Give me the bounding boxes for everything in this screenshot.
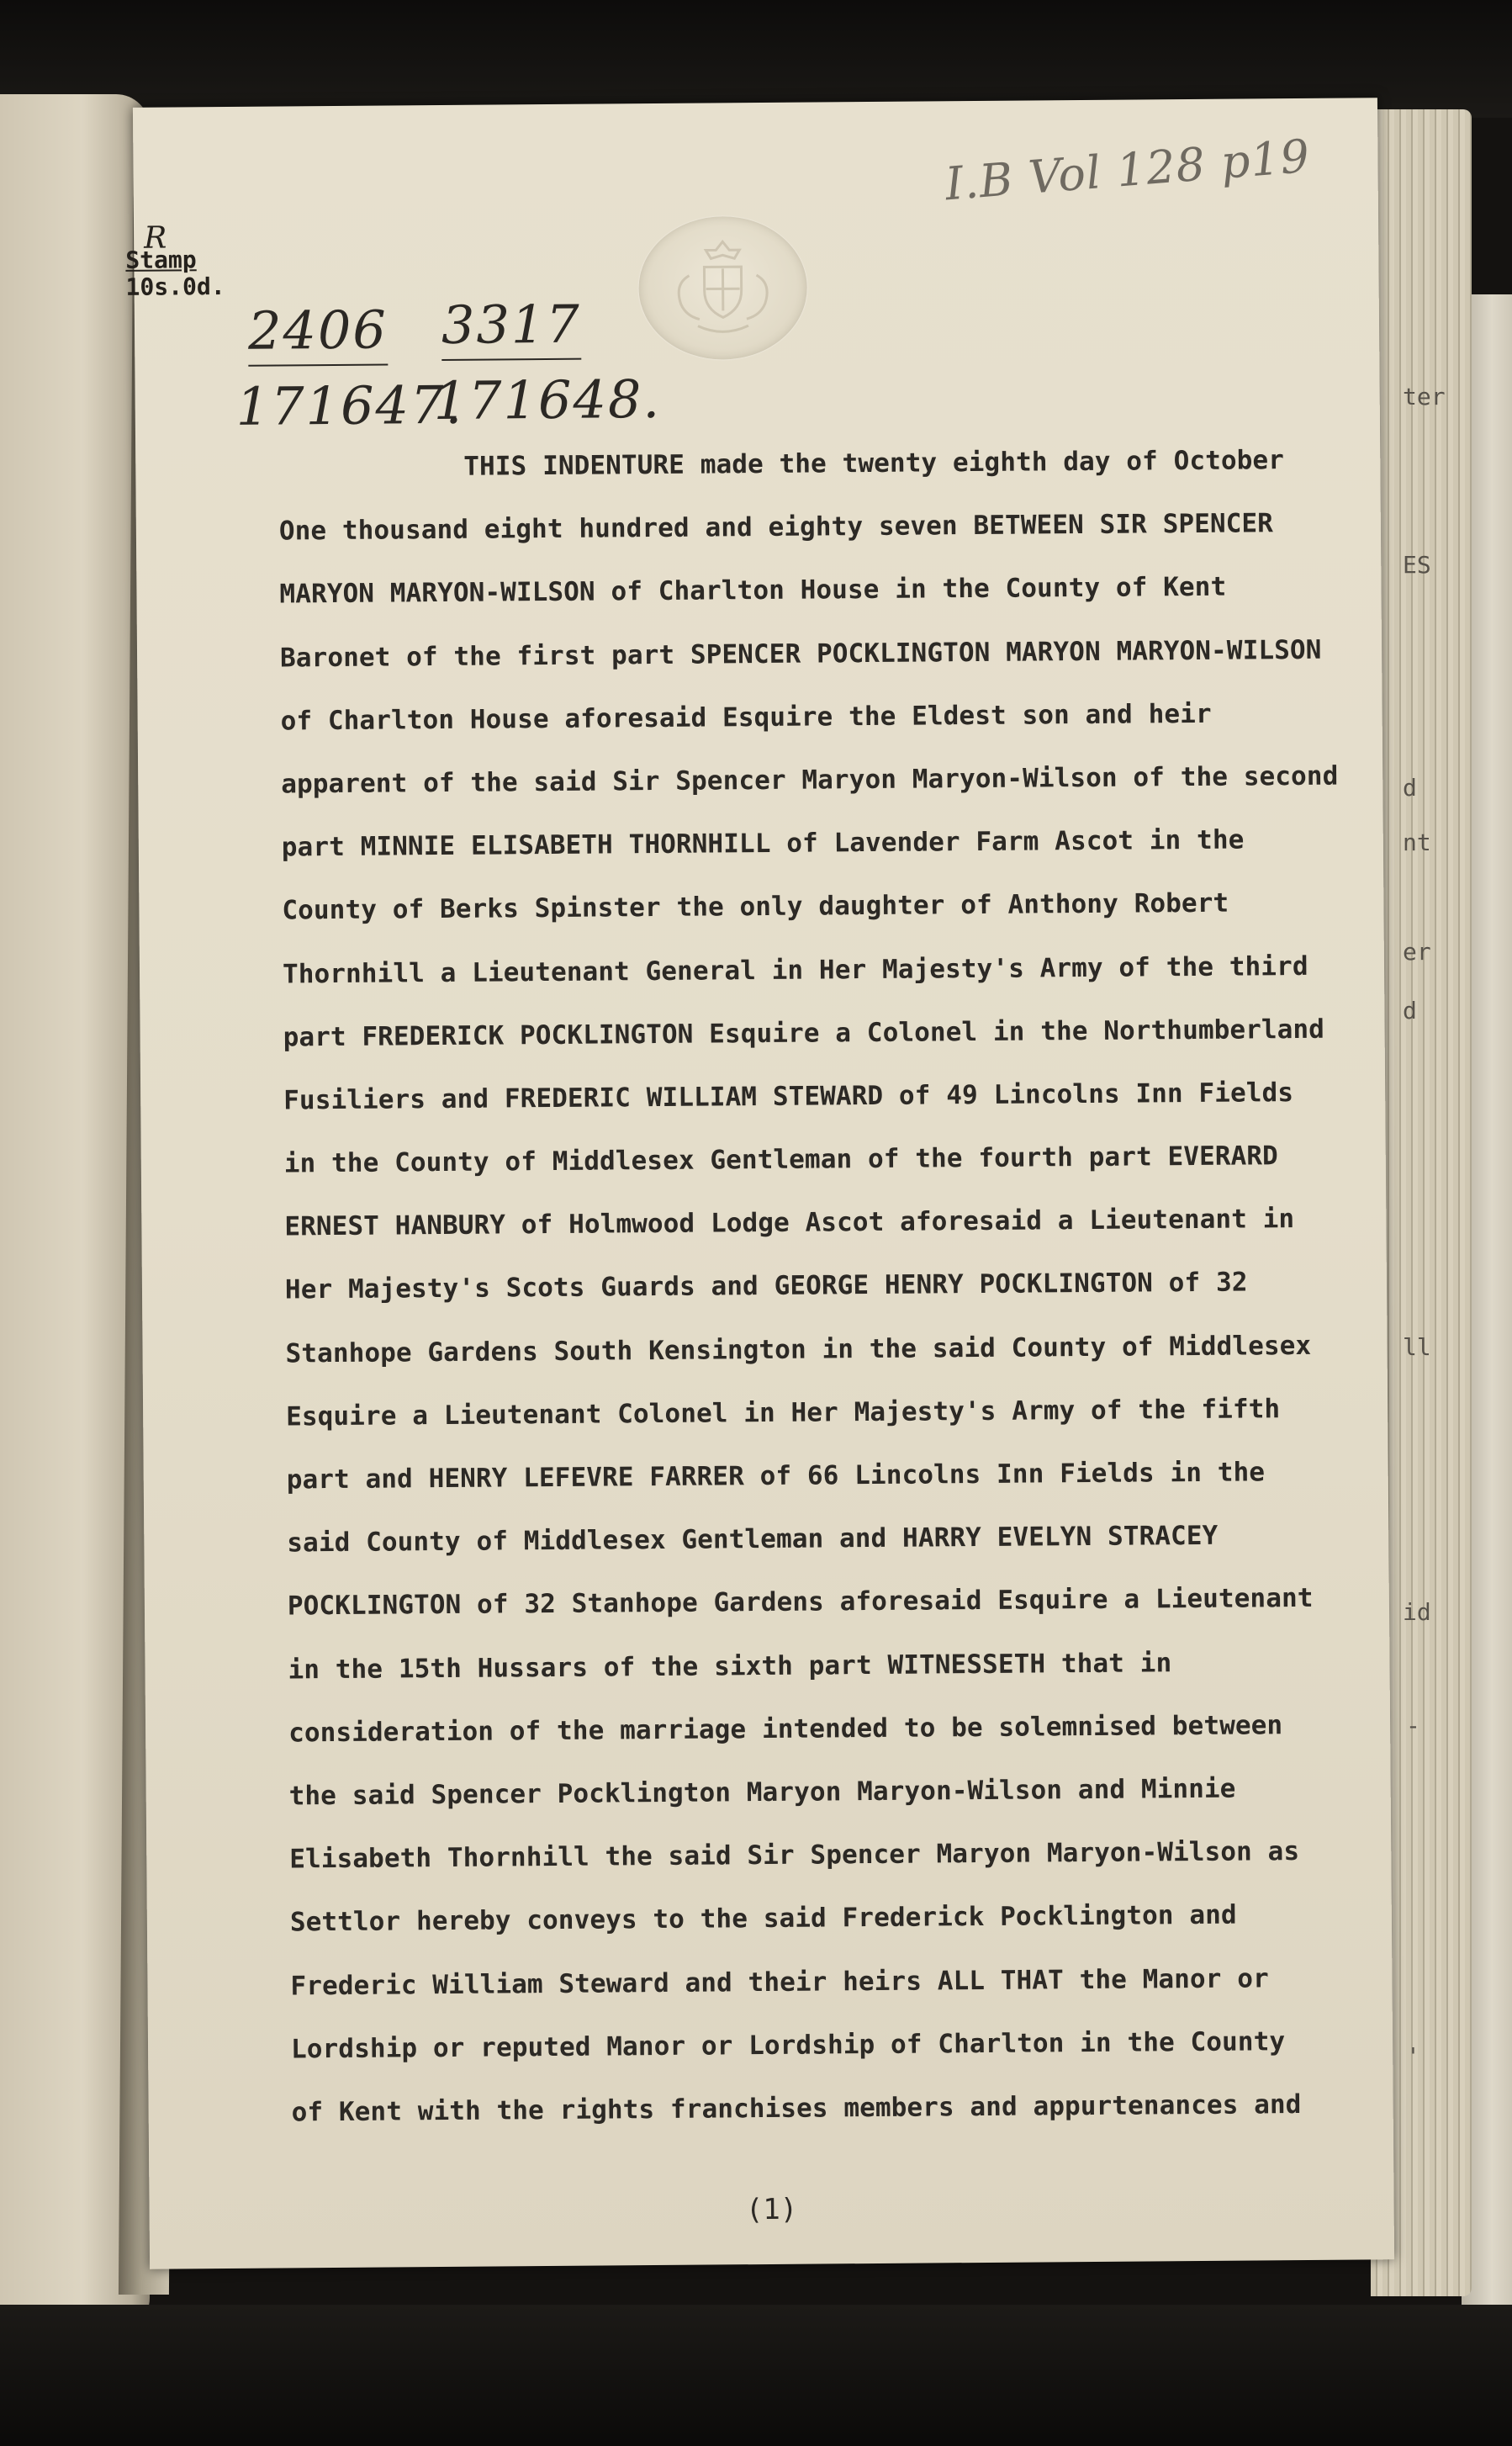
margin-fragment: ter <box>1403 383 1446 410</box>
text-line: of Kent with the rights franchises members and appurtenances and <box>291 2089 1302 2128</box>
text-line: County of Berks Spinster the only daughter of Anthony Robert <box>282 887 1229 926</box>
text-line: consideration of the marriage intended to be solemnised between <box>288 1709 1283 1749</box>
margin-fragment: id <box>1403 1598 1431 1626</box>
text-line: apparent of the said Sir Spencer Maryon Maryon-Wilson of the second <box>281 760 1339 800</box>
text-line: POCKLINGTON of 32 Stanhope Gardens aforesaid Esquire a Lieutenant <box>287 1583 1314 1622</box>
margin-fragment: ll <box>1403 1333 1431 1361</box>
margin-fragment: er <box>1403 938 1431 966</box>
dark-background-bottom <box>0 2305 1512 2446</box>
margin-fragment: nt <box>1403 829 1431 856</box>
text-line: MARYON MARYON-WILSON of Charlton House in the County of Kent <box>279 572 1227 610</box>
text-line: THIS INDENTURE made the twenty eighth day of October <box>463 445 1285 482</box>
text-line: ERNEST HANBURY of Holmwood Lodge Ascot aforesaid a Lieutenant in <box>284 1204 1295 1242</box>
text-line: Esquire a Lieutenant Colonel in Her Majesty's Army of the fifth <box>286 1393 1281 1432</box>
text-line: part MINNIE ELISABETH THORNHILL of Lavender Farm Ascot in the <box>281 824 1245 863</box>
margin-fragment: ' <box>1406 2042 1420 2070</box>
indenture-text <box>278 444 1410 2160</box>
text-line: part and HENRY LEFEVRE FARRER of 66 Lincolns Inn Fields in the <box>286 1457 1266 1496</box>
document-page <box>125 98 1394 2269</box>
text-line: the said Spencer Pocklington Maryon Maryon-Wilson and Minnie <box>288 1773 1236 1812</box>
text-line: Lordship or reputed Manor or Lordship of Charlton in the County <box>290 2025 1286 2065</box>
annotation-mark: R <box>143 220 167 256</box>
coat-of-arms-icon <box>638 216 807 361</box>
text-line: Stanhope Gardens South Kensington in the said County of Middlesex <box>285 1330 1312 1369</box>
stamp-label: Stamp <box>125 246 197 274</box>
handwritten-number: 3317 <box>441 294 581 361</box>
margin-fragment: - <box>1406 1712 1420 1739</box>
text-line: in the County of Middlesex Gentleman of the fourth part EVERARD <box>283 1141 1279 1179</box>
margin-fragment: ES <box>1403 551 1431 579</box>
text-line: Her Majesty's Scots Guards and GEORGE HENRY POCKLINGTON of 32 <box>284 1267 1248 1305</box>
margin-fragment: d <box>1403 997 1417 1024</box>
text-line: said County of Middlesex Gentleman and HARRY EVELYN STRACEY <box>287 1520 1219 1559</box>
embossed-seal <box>638 216 807 361</box>
page-number: (1) <box>745 2192 798 2227</box>
text-line: Settlor hereby conveys to the said Frederick Pocklington and <box>289 1899 1237 1938</box>
stamp-value: 10s.0d. <box>125 272 225 301</box>
text-line: Thornhill a Lieutenant General in Her Majesty's Army of the third <box>282 950 1308 989</box>
stamp-annotation <box>125 220 225 301</box>
handwritten-number: 171647. <box>235 373 464 437</box>
text-line: Frederic William Steward and their heirs ALL THAT the Manor or <box>290 1962 1269 2001</box>
handwritten-reference: I.B Vol 128 p19 <box>943 129 1313 211</box>
text-line: in the 15th Hussars of the sixth part WITNESSETH that in <box>288 1647 1172 1686</box>
margin-fragment: d <box>1403 774 1417 802</box>
text-line: One thousand eight hundred and eighty seven BETWEEN SIR SPENCER <box>278 508 1274 547</box>
handwritten-number: 171648. <box>433 368 662 432</box>
text-line: Baronet of the first part SPENCER POCKLINGTON MARYON MARYON-WILSON <box>279 634 1322 674</box>
text-line: Fusiliers and FREDERIC WILLIAM STEWARD of 49 Lincolns Inn Fields <box>283 1077 1294 1116</box>
text-line: Elisabeth Thornhill the said Sir Spencer Maryon Maryon-Wilson as <box>289 1836 1300 1875</box>
text-line: of Charlton House aforesaid Esquire the Eldest son and heir <box>280 698 1212 737</box>
text-line: part FREDERICK POCKLINGTON Esquire a Colonel in the Northumberland <box>283 1014 1325 1053</box>
handwritten-number: 2406 <box>248 299 388 366</box>
